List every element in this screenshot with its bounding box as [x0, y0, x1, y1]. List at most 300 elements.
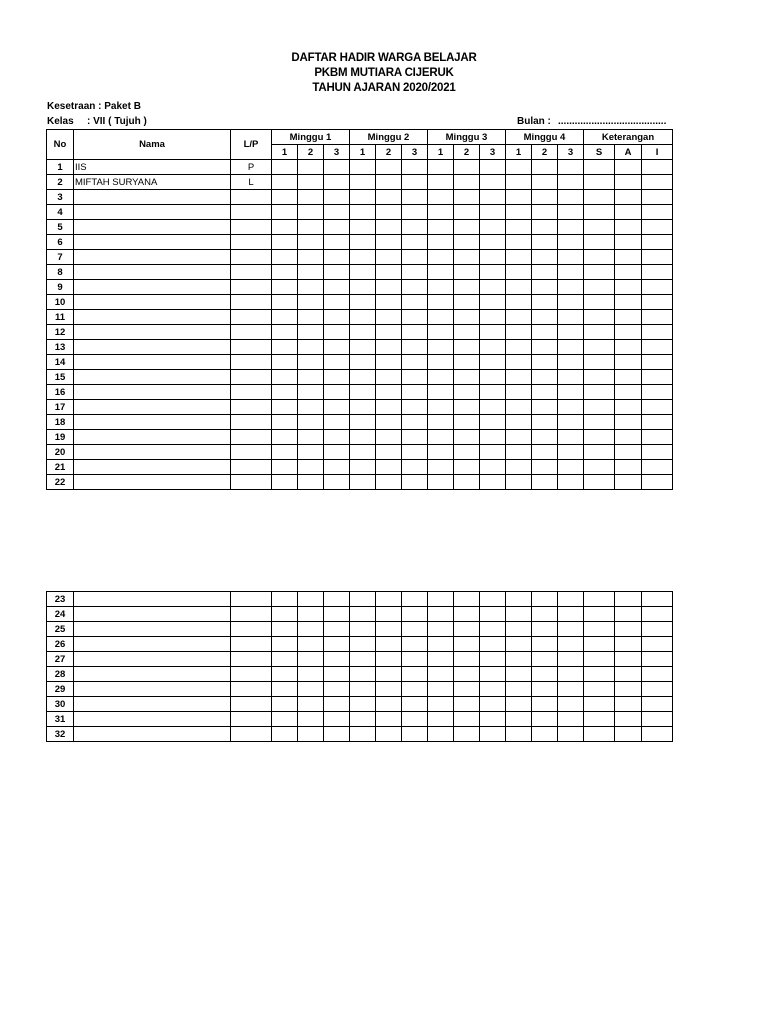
row-number: 30 — [47, 697, 74, 712]
attendance-cell — [324, 415, 350, 430]
header-keterangan: Keterangan — [584, 130, 673, 145]
attendance-cell — [454, 445, 480, 460]
student-name — [74, 475, 231, 490]
attendance-cell — [558, 325, 584, 340]
attendance-cell — [324, 310, 350, 325]
attendance-cell — [642, 175, 673, 190]
student-name — [74, 310, 231, 325]
attendance-cell — [454, 190, 480, 205]
attendance-cell — [350, 475, 376, 490]
header-ket-i: I — [642, 145, 673, 160]
attendance-cell — [642, 220, 673, 235]
student-gender — [231, 295, 272, 310]
attendance-cell — [615, 592, 642, 607]
attendance-cell — [272, 190, 298, 205]
header-minggu-4: Minggu 4 — [506, 130, 584, 145]
attendance-cell — [454, 340, 480, 355]
attendance-cell — [642, 697, 673, 712]
attendance-cell — [324, 235, 350, 250]
attendance-cell — [615, 727, 642, 742]
attendance-cell — [350, 385, 376, 400]
attendance-cell — [272, 667, 298, 682]
attendance-cell — [272, 592, 298, 607]
attendance-cell — [376, 385, 402, 400]
attendance-cell — [402, 622, 428, 637]
attendance-cell — [642, 235, 673, 250]
attendance-cell — [376, 475, 402, 490]
row-number: 6 — [47, 235, 74, 250]
attendance-cell — [532, 175, 558, 190]
attendance-cell — [558, 622, 584, 637]
attendance-cell — [480, 607, 506, 622]
academic-year: TAHUN AJARAN 2020/2021 — [312, 82, 456, 94]
attendance-cell — [584, 205, 615, 220]
attendance-cell — [584, 310, 615, 325]
table-row — [47, 712, 673, 727]
student-gender — [231, 682, 272, 697]
attendance-cell — [376, 445, 402, 460]
attendance-cell — [506, 682, 532, 697]
student-name — [74, 712, 231, 727]
attendance-cell — [428, 385, 454, 400]
attendance-cell — [402, 637, 428, 652]
attendance-cell — [272, 220, 298, 235]
attendance-cell — [272, 637, 298, 652]
attendance-cell — [615, 190, 642, 205]
attendance-cell — [298, 295, 324, 310]
student-name — [74, 340, 231, 355]
attendance-cell — [428, 652, 454, 667]
header-ket-a: A — [615, 145, 642, 160]
attendance-cell — [298, 607, 324, 622]
attendance-cell — [428, 220, 454, 235]
attendance-cell — [480, 637, 506, 652]
attendance-cell — [532, 160, 558, 175]
attendance-cell — [558, 340, 584, 355]
attendance-cell — [584, 727, 615, 742]
attendance-cell — [584, 637, 615, 652]
attendance-cell — [454, 697, 480, 712]
table-row — [47, 325, 673, 340]
header-week-4-day-3: 3 — [558, 145, 584, 160]
attendance-cell — [402, 250, 428, 265]
attendance-cell — [506, 652, 532, 667]
attendance-cell — [350, 340, 376, 355]
attendance-cell — [298, 265, 324, 280]
attendance-cell — [642, 445, 673, 460]
attendance-cell — [615, 280, 642, 295]
attendance-cell — [350, 205, 376, 220]
attendance-cell — [402, 607, 428, 622]
attendance-cell — [642, 475, 673, 490]
attendance-cell — [376, 712, 402, 727]
attendance-cell — [402, 682, 428, 697]
attendance-cell — [454, 712, 480, 727]
attendance-cell — [642, 460, 673, 475]
attendance-cell — [532, 205, 558, 220]
attendance-cell — [428, 235, 454, 250]
attendance-cell — [558, 310, 584, 325]
attendance-cell — [532, 355, 558, 370]
attendance-cell — [402, 190, 428, 205]
attendance-cell — [298, 325, 324, 340]
attendance-cell — [376, 430, 402, 445]
attendance-cell — [272, 652, 298, 667]
attendance-cell — [506, 340, 532, 355]
attendance-cell — [615, 475, 642, 490]
student-name — [74, 355, 231, 370]
attendance-cell — [506, 727, 532, 742]
student-gender — [231, 370, 272, 385]
attendance-cell — [642, 205, 673, 220]
bulan-label: Bulan : — [517, 116, 551, 127]
attendance-cell — [532, 445, 558, 460]
attendance-cell — [272, 445, 298, 460]
attendance-cell — [532, 265, 558, 280]
student-gender — [231, 607, 272, 622]
table-row — [47, 445, 673, 460]
attendance-cell — [558, 475, 584, 490]
student-gender — [231, 430, 272, 445]
attendance-cell — [298, 340, 324, 355]
attendance-cell — [350, 310, 376, 325]
attendance-cell — [376, 295, 402, 310]
attendance-cell — [615, 355, 642, 370]
attendance-cell — [642, 340, 673, 355]
attendance-cell — [506, 220, 532, 235]
student-gender — [231, 250, 272, 265]
attendance-cell — [428, 325, 454, 340]
attendance-cell — [272, 205, 298, 220]
attendance-cell — [615, 637, 642, 652]
attendance-cell — [642, 712, 673, 727]
table-row — [47, 370, 673, 385]
attendance-cell — [376, 637, 402, 652]
attendance-cell — [558, 460, 584, 475]
attendance-cell — [324, 622, 350, 637]
attendance-cell — [506, 355, 532, 370]
row-number: 12 — [47, 325, 74, 340]
attendance-cell — [272, 340, 298, 355]
student-gender — [231, 340, 272, 355]
row-number: 7 — [47, 250, 74, 265]
attendance-cell — [272, 175, 298, 190]
row-number: 27 — [47, 652, 74, 667]
attendance-cell — [454, 415, 480, 430]
row-number: 21 — [47, 460, 74, 475]
attendance-cell — [615, 622, 642, 637]
attendance-cell — [480, 220, 506, 235]
attendance-cell — [454, 727, 480, 742]
student-name — [74, 385, 231, 400]
attendance-cell — [376, 175, 402, 190]
attendance-cell — [324, 697, 350, 712]
row-number: 3 — [47, 190, 74, 205]
table-row — [47, 280, 673, 295]
header-nama: Nama — [74, 130, 231, 160]
attendance-cell — [506, 607, 532, 622]
attendance-cell — [558, 355, 584, 370]
student-gender — [231, 622, 272, 637]
attendance-cell — [642, 295, 673, 310]
document-title: DAFTAR HADIR WARGA BELAJAR — [291, 52, 477, 64]
attendance-cell — [454, 250, 480, 265]
attendance-cell — [584, 265, 615, 280]
attendance-cell — [454, 400, 480, 415]
attendance-cell — [584, 385, 615, 400]
attendance-cell — [402, 325, 428, 340]
attendance-cell — [272, 385, 298, 400]
attendance-cell — [376, 220, 402, 235]
attendance-cell — [642, 727, 673, 742]
attendance-cell — [298, 592, 324, 607]
row-number: 14 — [47, 355, 74, 370]
attendance-cell — [272, 400, 298, 415]
attendance-cell — [298, 712, 324, 727]
attendance-cell — [532, 592, 558, 607]
attendance-cell — [428, 727, 454, 742]
attendance-cell — [532, 682, 558, 697]
attendance-cell — [480, 682, 506, 697]
attendance-cell — [584, 235, 615, 250]
attendance-cell — [454, 460, 480, 475]
attendance-cell — [584, 667, 615, 682]
attendance-cell — [558, 160, 584, 175]
attendance-cell — [350, 430, 376, 445]
attendance-cell — [324, 220, 350, 235]
attendance-cell — [350, 175, 376, 190]
attendance-cell — [402, 415, 428, 430]
attendance-cell — [298, 475, 324, 490]
attendance-cell — [402, 175, 428, 190]
attendance-cell — [350, 190, 376, 205]
attendance-cell — [480, 325, 506, 340]
attendance-cell — [376, 682, 402, 697]
student-gender — [231, 190, 272, 205]
attendance-cell — [480, 295, 506, 310]
row-number: 31 — [47, 712, 74, 727]
row-number: 26 — [47, 637, 74, 652]
attendance-cell — [298, 175, 324, 190]
attendance-cell — [454, 652, 480, 667]
attendance-cell — [324, 265, 350, 280]
attendance-cell — [642, 682, 673, 697]
attendance-cell — [454, 475, 480, 490]
student-name — [74, 415, 231, 430]
attendance-cell — [272, 160, 298, 175]
attendance-cell — [506, 445, 532, 460]
attendance-cell — [642, 370, 673, 385]
attendance-cell — [506, 667, 532, 682]
attendance-cell — [272, 295, 298, 310]
attendance-cell — [376, 697, 402, 712]
attendance-cell — [506, 295, 532, 310]
attendance-cell — [642, 430, 673, 445]
table-row — [47, 220, 673, 235]
attendance-cell — [558, 400, 584, 415]
table-row — [47, 205, 673, 220]
row-number: 25 — [47, 622, 74, 637]
student-gender: P — [231, 160, 272, 175]
attendance-cell — [402, 295, 428, 310]
attendance-cell — [350, 220, 376, 235]
attendance-cell — [558, 220, 584, 235]
attendance-cell — [428, 667, 454, 682]
header-no: No — [47, 130, 74, 160]
attendance-cell — [376, 415, 402, 430]
attendance-cell — [558, 682, 584, 697]
attendance-cell — [324, 175, 350, 190]
attendance-cell — [584, 607, 615, 622]
attendance-cell — [428, 415, 454, 430]
header-week-1-day-1: 1 — [272, 145, 298, 160]
attendance-cell — [428, 340, 454, 355]
attendance-cell — [376, 160, 402, 175]
attendance-cell — [350, 160, 376, 175]
attendance-cell — [454, 682, 480, 697]
student-name — [74, 607, 231, 622]
attendance-cell — [428, 697, 454, 712]
attendance-cell — [402, 265, 428, 280]
attendance-cell — [376, 250, 402, 265]
attendance-cell — [454, 280, 480, 295]
table-row — [47, 355, 673, 370]
student-name — [74, 370, 231, 385]
student-gender — [231, 415, 272, 430]
institution-name: PKBM MUTIARA CIJERUK — [314, 67, 454, 79]
attendance-cell — [584, 430, 615, 445]
attendance-cell — [558, 607, 584, 622]
attendance-cell — [402, 160, 428, 175]
attendance-cell — [324, 727, 350, 742]
attendance-cell — [324, 340, 350, 355]
table-row — [47, 430, 673, 445]
attendance-cell — [402, 370, 428, 385]
attendance-cell — [350, 712, 376, 727]
row-number: 4 — [47, 205, 74, 220]
attendance-cell — [642, 280, 673, 295]
attendance-cell — [324, 160, 350, 175]
attendance-cell — [480, 475, 506, 490]
attendance-cell — [376, 592, 402, 607]
table-row — [47, 727, 673, 742]
attendance-table-continued — [46, 591, 673, 742]
header-week-2-day-3: 3 — [402, 145, 428, 160]
attendance-cell — [350, 637, 376, 652]
attendance-cell — [506, 415, 532, 430]
table-row — [47, 682, 673, 697]
attendance-cell — [402, 205, 428, 220]
attendance-cell — [558, 235, 584, 250]
attendance-cell — [350, 652, 376, 667]
student-name: MIFTAH SURYANA — [74, 175, 231, 190]
attendance-cell — [584, 340, 615, 355]
attendance-cell — [558, 445, 584, 460]
kelas-label: Kelas — [47, 116, 74, 127]
student-gender — [231, 310, 272, 325]
attendance-cell — [558, 712, 584, 727]
student-name — [74, 727, 231, 742]
attendance-cell — [324, 325, 350, 340]
attendance-cell — [584, 370, 615, 385]
student-name — [74, 682, 231, 697]
attendance-cell — [532, 400, 558, 415]
attendance-cell — [480, 400, 506, 415]
attendance-cell — [324, 712, 350, 727]
attendance-cell — [480, 445, 506, 460]
attendance-cell — [376, 355, 402, 370]
student-name — [74, 622, 231, 637]
attendance-cell — [532, 415, 558, 430]
attendance-cell — [615, 175, 642, 190]
attendance-cell — [272, 310, 298, 325]
attendance-cell — [324, 460, 350, 475]
attendance-cell — [506, 250, 532, 265]
attendance-cell — [584, 712, 615, 727]
row-number: 19 — [47, 430, 74, 445]
attendance-cell — [298, 667, 324, 682]
attendance-cell — [506, 160, 532, 175]
attendance-cell — [428, 475, 454, 490]
attendance-cell — [506, 475, 532, 490]
attendance-cell — [642, 652, 673, 667]
attendance-cell — [480, 727, 506, 742]
student-gender — [231, 652, 272, 667]
row-number: 2 — [47, 175, 74, 190]
attendance-cell — [402, 400, 428, 415]
attendance-cell — [402, 712, 428, 727]
student-name — [74, 652, 231, 667]
row-number: 10 — [47, 295, 74, 310]
student-gender — [231, 592, 272, 607]
attendance-cell — [642, 160, 673, 175]
kesetraan-label: Kesetraan : Paket B — [47, 101, 141, 112]
student-gender — [231, 475, 272, 490]
attendance-cell — [615, 385, 642, 400]
attendance-cell — [428, 250, 454, 265]
attendance-cell — [402, 460, 428, 475]
attendance-cell — [584, 175, 615, 190]
attendance-cell — [506, 622, 532, 637]
attendance-cell — [532, 667, 558, 682]
attendance-cell — [376, 607, 402, 622]
attendance-cell — [298, 370, 324, 385]
attendance-cell — [454, 295, 480, 310]
attendance-cell — [532, 295, 558, 310]
attendance-cell — [454, 370, 480, 385]
attendance-cell — [642, 592, 673, 607]
attendance-cell — [272, 370, 298, 385]
attendance-cell — [506, 637, 532, 652]
attendance-cell — [615, 235, 642, 250]
attendance-cell — [558, 592, 584, 607]
attendance-cell — [454, 430, 480, 445]
student-gender — [231, 400, 272, 415]
table-row — [47, 607, 673, 622]
attendance-cell — [376, 265, 402, 280]
header-week-1-day-2: 2 — [298, 145, 324, 160]
header-minggu-3: Minggu 3 — [428, 130, 506, 145]
attendance-cell — [532, 652, 558, 667]
attendance-cell — [428, 430, 454, 445]
student-name — [74, 460, 231, 475]
attendance-cell — [480, 622, 506, 637]
attendance-cell — [376, 340, 402, 355]
attendance-cell — [480, 310, 506, 325]
student-gender — [231, 385, 272, 400]
attendance-cell — [298, 220, 324, 235]
row-number: 32 — [47, 727, 74, 742]
